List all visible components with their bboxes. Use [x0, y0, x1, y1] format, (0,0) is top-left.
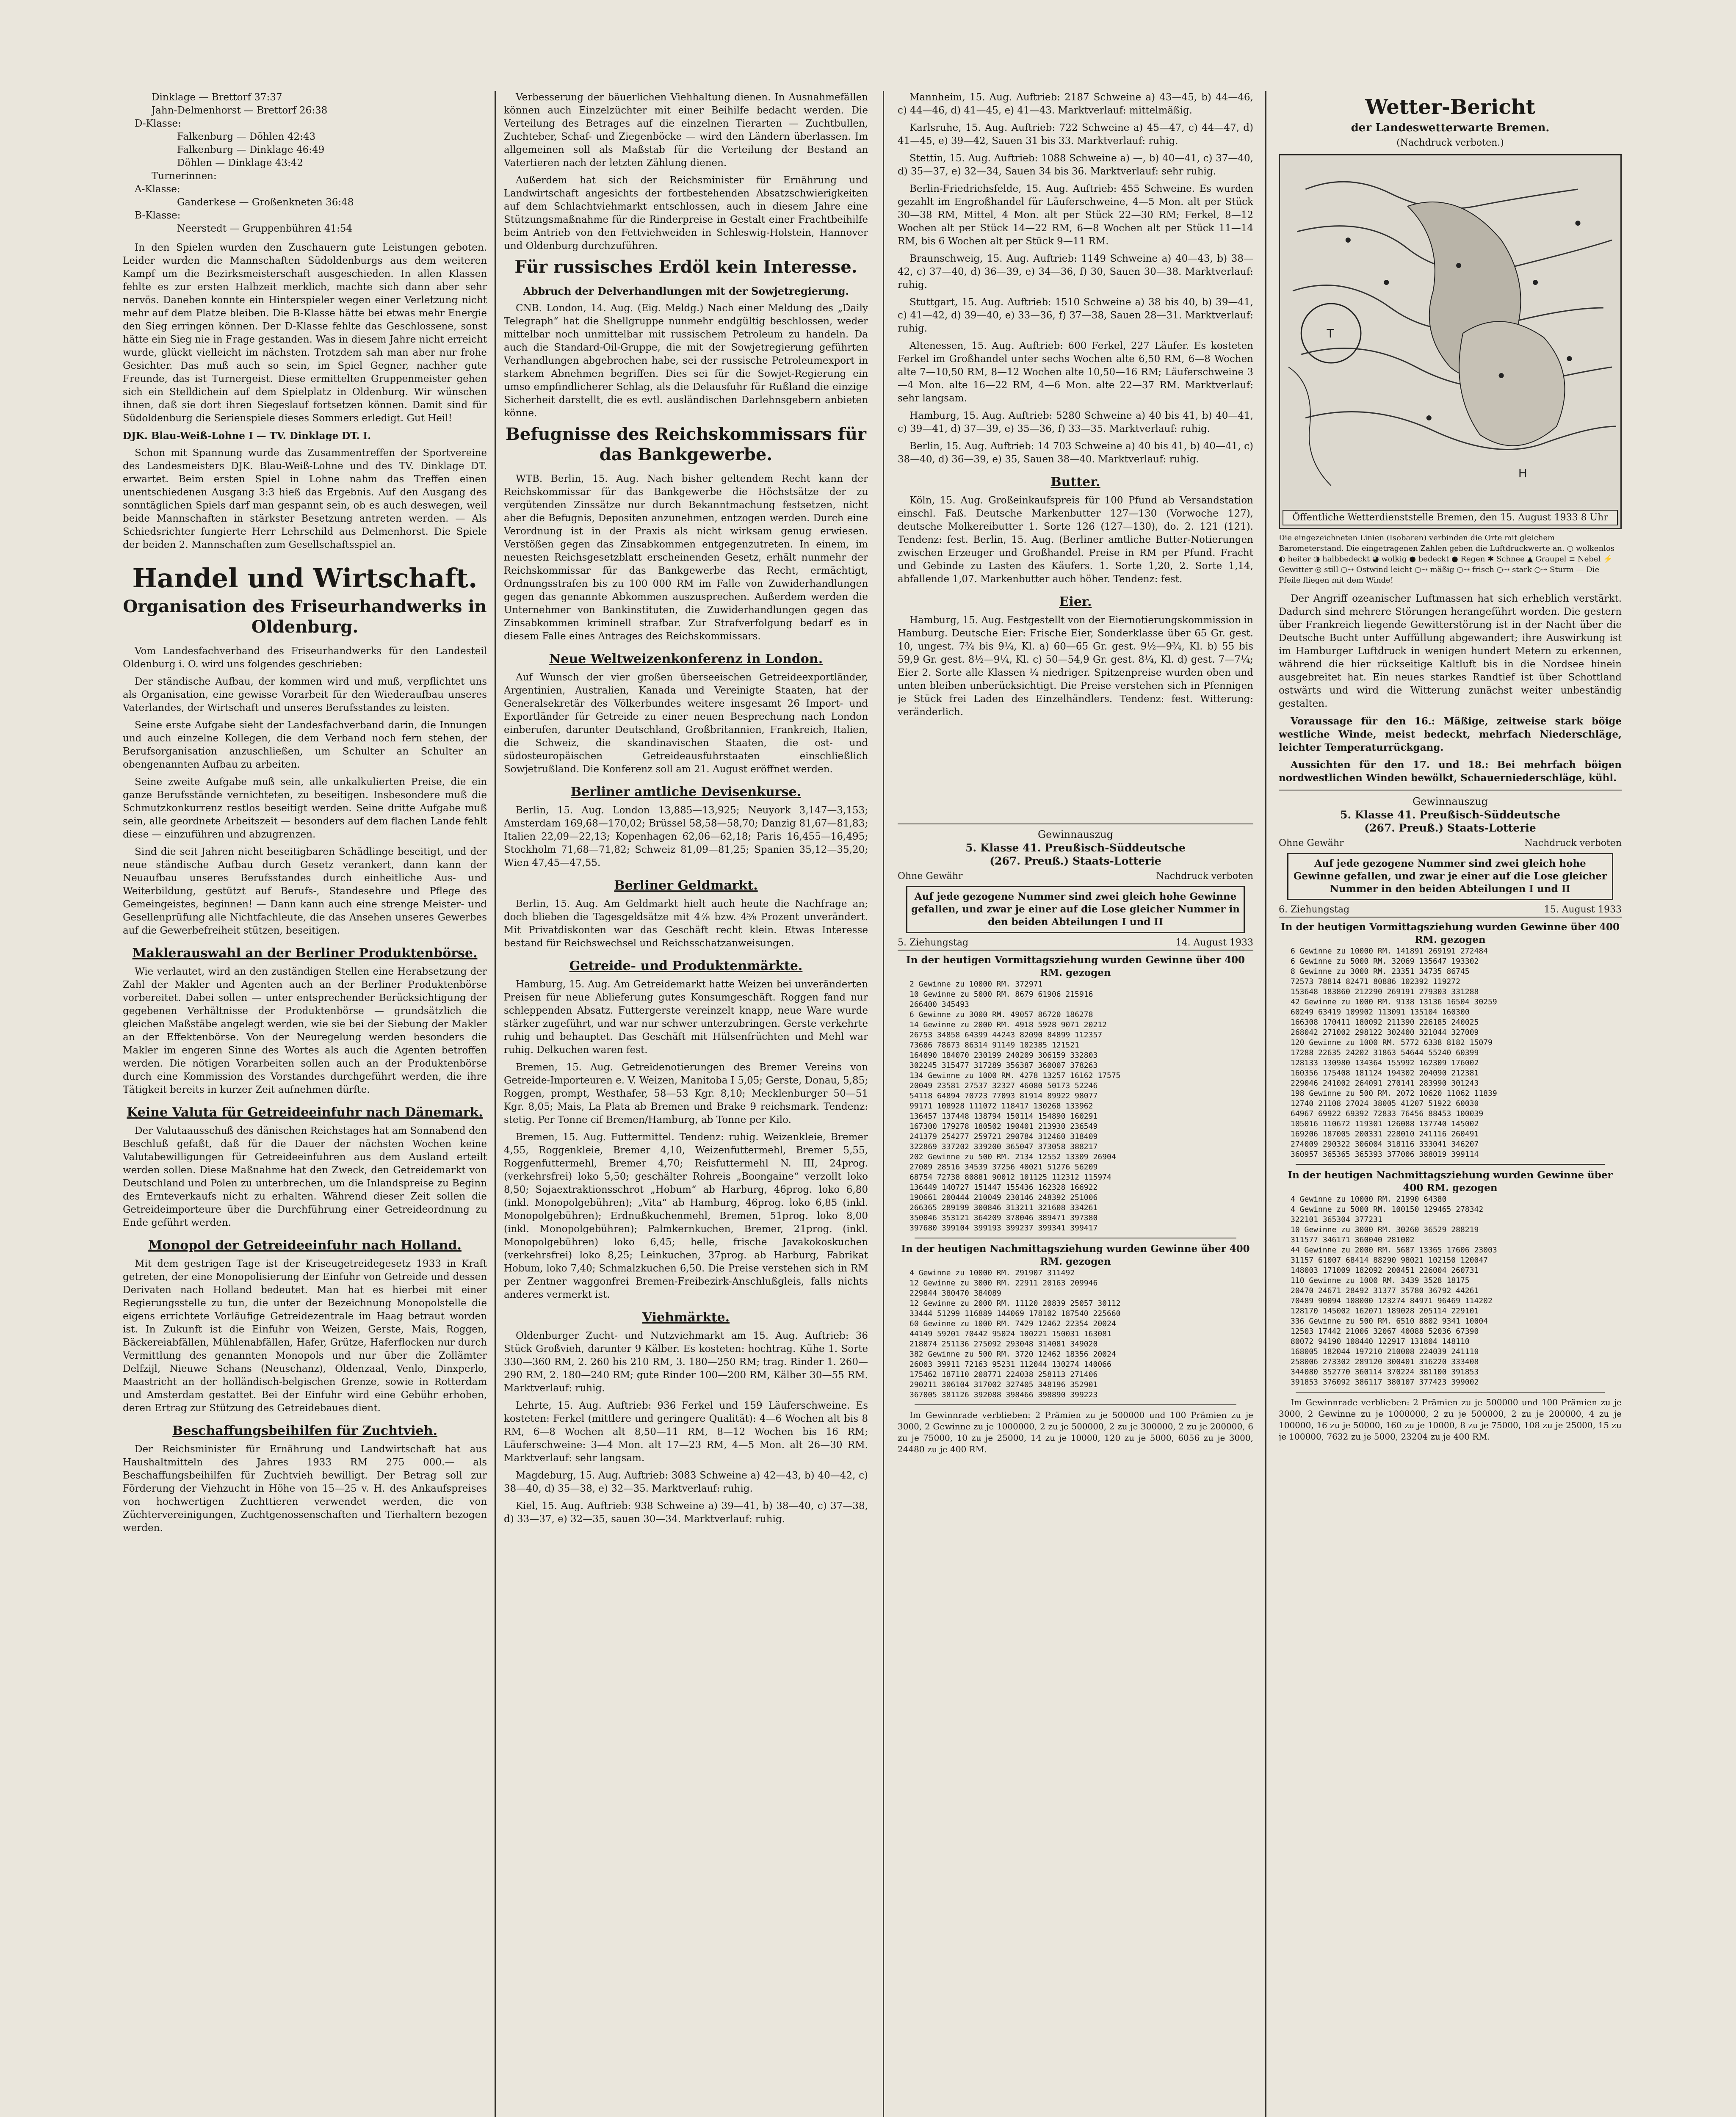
column-rule: [495, 91, 496, 2117]
article-text: Schon mit Spannung wurde das Zusammentreffen der Sportvereine des Landesmeisters DJK. Blau-Weiß-Lohne und des TV. Dinklage DT. erwartet. Beim ersten Spiel in Lohne nahm das Treffen einen unentschiedenen Ausgang 3:3 hieß das Ergebnis. Auf den Ausgang des sonntäglichen Spiels darf man gespannt sein, ob es auch deswegen, weil beide Mannschaften in stärkster Besetzung antreten werden. — Als Schiedsrichter fungierte Herr Lehrschild aus Delmenhorst. Die Spiele der beiden 2. Mannschaften zum Gesellschaftsspiel an.: [123, 448, 487, 550]
winning-number-row: 44149 59201 70442 95024 100221 150031 163081: [909, 1329, 1111, 1338]
winning-number-row: 20470 24671 28492 31377 35780 36792 44261: [1291, 1286, 1479, 1295]
article-text: Lehrte, 15. Aug. Auftrieb: 936 Ferkel und 159 Läuferschweine. Es kosteten: Ferkel (mittlere und geringere Qualität): 4—6 Wochen alt bis 8 RM, 6—8 Wochen alt 8,50—11 RM, 8—12 Wochen bis 16 RM; Läuferschweine: 3—4 Mon. alt 17—23 RM, 4—5 Mon. alt 26—30 RM. Marktverlauf: sehr langsam.: [504, 1400, 868, 1464]
draw-day-row: [898, 937, 1253, 951]
market-report: Mannheim, 15. Aug. Auftrieb: 2187 Schweine a) 43—45, b) 44—46, c) 44—46, d) 41—45, e) 41—43. Marktverlauf: mittelmäßig.: [898, 92, 1253, 116]
lottery-title: Gewinnauszug: [1037, 829, 1114, 840]
winning-number-row: 73606 78673 86314 91149 102385 121521: [909, 1041, 1079, 1050]
result-line: Ganderkese — Großenkneten 36:48: [177, 197, 354, 208]
svg-text:H: H: [1518, 466, 1527, 480]
winning-number-row: 99171 108928 111072 118417 130268 133962: [909, 1102, 1093, 1111]
winning-number-row: 160356 175408 181124 194302 204090 212381: [1291, 1069, 1479, 1078]
winning-number-row: 290211 306104 317002 327405 348196 352901: [909, 1380, 1098, 1389]
article-text: Bremen, 15. Aug. Getreidenotierungen des Bremer Vereins von Getreide-Importeuren e. V. Weizen, Manitoba I 5,05; Gerste, Donau, 5,85; Roggen, prompt, Westhafer, 58—53 Kgr. 8,10; Mecklenburger 50—51 Kgr. 8,05; Mais, La Plata ab Bremen und Brake 9 reichsmark. Tendenz: stetig. Per Tonne cif Bremen/Hamburg, ab Tonne per Kilo.: [504, 1062, 868, 1125]
draw-date: 15. August 1933: [1544, 904, 1622, 915]
winning-number-row: 168005 182044 197210 210008 224039 241110: [1291, 1347, 1479, 1356]
isobar-map-icon: [1280, 155, 1620, 528]
class-label: Turnerinnen:: [152, 171, 217, 182]
winning-number-row: 12503 17442 21006 32067 40088 52036 67390: [1291, 1327, 1479, 1336]
article-text: Der Reichsminister für Ernährung und Landwirtschaft hat aus Haushaltmitteln des Jahres 1933 RM 275 000.— als Beschaffungsbeihilfen für Zuchtvieh bewilligt. Der Betrag soll zur Förderung der Viehzucht in Höhe von 15—25 v. H. des Ankaufspreises von hochwertigen Zuchttieren verwendet werden, die von Züchtervereinigungen, Zuchtgenossenschaften und Tierhaltern bezogen werden.: [123, 1444, 487, 1534]
section-heading: Handel und Wirtschaft.: [132, 563, 478, 594]
article-text: Köln, 15. Aug. Großeinkaufspreis für 100 Pfund ab Versandstation einschl. Faß. Deutsche Markenbutter 127—130 (Vorwoche 127), deutsche Molkereibutter 1. Sorte 126 (127—130), do. 2. 121 (121). Tendenz: fest. Berlin, 15. Aug. (Berliner amtliche Butter-Notierungen zwischen Erzeuger und Großhandel. Preise in RM per Pfund. Fracht und Gebinde zu Lasten des Käufers. 1. Sorte 1,20, 2. Sorte 1,14, abfallende 1,07. Markenbutter auch höher. Tendenz: fest.: [898, 495, 1253, 585]
weather-outlook: Aussichten für den 17. und 18.: Bei mehrfach böigen nordwestlichen Winden bewölkt, Schauerniederschläge, kühl.: [1279, 759, 1622, 784]
column-rule: [883, 91, 884, 2117]
winning-number-row: 218074 251136 275092 293048 314081 349020: [909, 1340, 1098, 1349]
lottery-notice-box: Auf jede gezogene Nummer sind zwei gleich hohe Gewinne gefallen, und zwar je einer auf die Lose gleicher Nummer in den beiden Abteilungen I und II: [1287, 853, 1613, 900]
weather-map: [1279, 154, 1622, 529]
winning-number-row: 33444 51299 116889 144069 178102 187540 225660: [909, 1309, 1121, 1318]
reprint-note: (Nachdruck verboten.): [1396, 138, 1504, 148]
winning-number-row: 229046 241002 264091 270141 283990 301243: [1291, 1079, 1479, 1088]
winning-number-row: 68754 72738 80881 90012 101125 112312 115974: [909, 1173, 1111, 1182]
article-text: Seine erste Aufgabe sieht der Landesfachverband darin, die Innungen und auch einzelne Kollegen, die dem Verband noch fern stehen, der Berufsorganisation anzuschließen, um Schulter an Schulter an obengenannten Aufbau zu arbeiten.: [123, 720, 487, 770]
winning-number-row: 266365 289199 300846 313211 321608 334261: [909, 1203, 1098, 1212]
article-headline: Viehmärkte.: [642, 1310, 730, 1325]
article-headline: Organisation des Friseurhandwerks in Oldenburg.: [123, 597, 487, 637]
article-headline: Neue Weltweizenkonferenz in London.: [549, 652, 823, 666]
winning-number-row: 6 Gewinne zu 10000 RM. 141891 269191 272484: [1291, 947, 1488, 956]
article-headline: Keine Valuta für Getreideeinfuhr nach Dänemark.: [127, 1105, 483, 1120]
article-text: Mit dem gestrigen Tage ist der Kriseugetreidegesetz 1933 in Kraft getreten, der eine Monopolisierung der Einfuhr von Getreide und dessen Derivaten nach Holland bedeutet. Man hat es hierbei mit einer Regierungsstelle zu tun, die unter der Bezeichnung Monopolstelle die eigens errichtete Vorläufige Getreidezentrale im Haag betraut worden ist. In Zukunft ist die Einfuhr von Weizen, Gerste, Mais, Roggen, Bäckereiabfällen, Mühlenabfällen, Hafer, Grütze, Haferflocken nur durch Vermittlung des genannten Monopols und nur über die Zollämter Delfzijl, Nieuwe Schans (Neuschanz), Oldenzaal, Venlo, Dinxperlo, Maastricht an der holländisch-belgischen Grenze, sowie in Rotterdam und Amsterdam gestattet. Bei der Einfuhr wird eine Gebühr erhoben, deren Ertrag zur Stützung des Getreidebaues dient.: [123, 1258, 487, 1414]
winning-number-row: 110 Gewinne zu 1000 RM. 3439 3528 18175: [1291, 1276, 1470, 1285]
lottery-notes: [898, 871, 1253, 882]
lottery-results-15: [1279, 796, 1622, 1443]
article-subheading: Abbruch der Delverhandlungen mit der Sowjetregierung.: [523, 285, 849, 297]
winning-number-row: 241379 254277 259721 290784 312460 318409: [909, 1132, 1098, 1141]
winning-number-row: 60249 63419 109902 113091 135104 160300: [1291, 1008, 1470, 1017]
draw-heading: In der heutigen Nachmittagsziehung wurden Gewinne über 400 RM. gezogen: [901, 1243, 1250, 1267]
article-headline: Maklerauswahl an der Berliner Produktenbörse.: [132, 946, 478, 961]
winning-number-row: 190661 200444 210049 230146 248392 251006: [909, 1193, 1098, 1202]
class-label: B-Klasse:: [135, 210, 181, 221]
winning-number-row: 148003 171009 182092 200451 226004 260731: [1291, 1266, 1479, 1275]
winning-number-row: 17288 22635 24202 31863 54644 55240 60399: [1291, 1048, 1479, 1057]
winning-number-row: 2 Gewinne zu 10000 RM. 372971: [909, 980, 1043, 989]
winning-number-row: 302245 315477 317289 356387 360007 378263: [909, 1061, 1098, 1070]
winning-number-row: 166308 170411 180092 211390 226185 240025: [1291, 1018, 1479, 1027]
remaining-prizes: Im Gewinnrade verblieben: 2 Prämien zu je 500000 und 100 Prämien zu je 3000, 2 Gewinne zu je 1000000, 2 zu je 500000, 2 zu je 200000, 4 zu je 100000, 16 zu je 50000, 160 zu je 10000, 8 zu je 75000, 108 zu je 25000, 15 zu je 100000, 7632 zu je 5000, 23204 zu je 400 RM.: [1279, 1397, 1622, 1442]
market-report: Karlsruhe, 15. Aug. Auftrieb: 722 Schweine a) 45—47, c) 44—47, d) 41—45, e) 39—42, Sauen 31 bis 33. Marktverlauf: ruhig.: [898, 122, 1253, 146]
winning-number-row: 120 Gewinne zu 1000 RM. 5772 6338 8182 15079: [1291, 1038, 1493, 1047]
result-line: Neerstedt — Gruppenbühren 41:54: [177, 223, 352, 234]
article-headline: Für russisches Erdöl kein Interesse.: [514, 257, 857, 277]
market-report: Stuttgart, 15. Aug. Auftrieb: 1510 Schweine a) 38 bis 40, b) 39—41, c) 41—42, d) 39—40, e) 33—36, f) 37—38, Sauen 28—31. Marktverlauf: ruhig.: [898, 297, 1253, 334]
svg-text:T: T: [1327, 326, 1334, 340]
winning-number-row: 42 Gewinne zu 1000 RM. 9138 13136 16504 30259: [1291, 998, 1497, 1006]
market-report: Berlin, 15. Aug. Auftrieb: 14 703 Schweine a) 40 bis 41, b) 40—41, c) 38—40, d) 36—39, e) 35, Sauen 38—40. Marktverlauf: ruhig.: [898, 441, 1253, 465]
article-headline: Berliner Geldmarkt.: [614, 878, 758, 893]
winning-numbers: [898, 979, 1253, 1233]
no-guarantee-note: Ohne Gewähr: [898, 871, 963, 882]
article-text: Sind die seit Jahren nicht beseitigbaren Schädlinge beseitigt, und der neue ständische Aufbau durch Gesetz verankert, dann kann der Neuaufbau unseres Berufsstandes durch einheitliche Aus- und Weiterbildung, gestützt auf Berufs-, Standesehre und Pflege des Gemeingeistes, beginnen! — Dann kann auch eine strenge Meister- und Gesellenprüfung alle Nichtfachleute, die das Ansehen unseres Gewerbes auf die Gewerbefreiheit stützen, beseitigen.: [123, 846, 487, 936]
winning-number-row: 175462 187110 208771 224038 258113 271406: [909, 1370, 1098, 1379]
winning-number-row: 336 Gewinne zu 500 RM. 6510 8802 9341 10004: [1291, 1317, 1488, 1326]
winning-number-row: 80072 94190 108440 122917 131804 148110: [1291, 1337, 1470, 1346]
winning-number-row: 382 Gewinne zu 500 RM. 3720 12462 18356 20024: [909, 1350, 1116, 1359]
winning-number-row: 4 Gewinne zu 10000 RM. 291907 311492: [909, 1269, 1075, 1277]
draw-day: 6. Ziehungstag: [1279, 904, 1350, 915]
winning-number-row: 12 Gewinne zu 2000 RM. 11120 20839 25057 30112: [909, 1299, 1121, 1308]
winning-number-row: 105016 110672 119301 126088 137740 145002: [1291, 1119, 1479, 1128]
lottery-subtitle: 5. Klasse 41. Preußisch-Süddeutsche: [1340, 809, 1560, 821]
market-report: Stettin, 15. Aug. Auftrieb: 1088 Schweine a) —, b) 40—41, c) 37—40, d) 35—37, e) 32—34, Sauen 34 bis 36. Marktverlauf: sehr ruhig.: [898, 153, 1253, 177]
article-headline: Beschaffungsbeihilfen für Zuchtvieh.: [172, 1423, 438, 1438]
article-text: Hamburg, 15. Aug. Festgestellt von der Eiernotierungskommission in Hamburg. Deutsche Eier: Frische Eier, Sonderklasse über 65 Gr. gest. 10, ungest. 7¾ bis 9¼, Kl. a) 60—65 Gr. gest. 9½—9¾, Kl. b) 55 bis 59,9 Gr. gest. 8½—9¼, Kl. c) 50—54,9 Gr. gest. 8¼, Kl. d) gest. 7—7¼; Eier 2. Sorte alle Klassen ¼ niedriger. Spitzenpreise wurden oben und unten bleiben unberücksichtigt. Die Preise verstehen sich in Pfennigen je Stück frei Laden des Einzelhändlers. Tendenz: fest. Witterung: veränderlich.: [898, 615, 1253, 718]
article-text: Magdeburg, 15. Aug. Auftrieb: 3083 Schweine a) 42—43, b) 40—42, c) 38—40, d) 35—38, e) 32—35. Marktverlauf: ruhig.: [504, 1470, 868, 1494]
lottery-results-14: [898, 829, 1253, 1455]
result-line: Falkenburg — Dinklage 46:49: [177, 144, 325, 155]
article-text: Oldenburger Zucht- und Nutzviehmarkt am 15. Aug. Auftrieb: 36 Stück Großvieh, darunter 9 Kälber. Es kosteten: hochtrag. Kühe 1. Sorte 330—360 RM, 2. 260 bis 210 RM, 3. 180—250 RM; trag. Rinder 1. 260—290 RM, 2. 180—240 RM; gute Rinder 100—200 RM, Kälber 30—55 RM. Marktverlauf: ruhig.: [504, 1330, 868, 1394]
winning-number-row: 153648 183860 212290 269191 279303 331288: [1291, 987, 1479, 996]
market-reports: [898, 91, 1253, 819]
winning-number-row: 169206 187005 200331 228010 241116 260491: [1291, 1130, 1479, 1139]
winning-number-row: 136449 140727 151447 155436 162328 166922: [909, 1183, 1098, 1192]
article-text: Wie verlautet, wird an den zuständigen Stellen eine Herabsetzung der Zahl der Makler und Agenten auch an der Berliner Produktenbörse vorbereitet. Dabei sollen — unter entsprechender Berücksichtigung der gegebenen Verhältnisse der Produktenbörse — grundsätzlich die gleichen Maßstäbe angelegt werden, wie sie bei der Siebung der Makler an der Effektenbörse. Von der Neuregelung werden besonders die Makler im engeren Sinne des Wortes als auch die Agenten betroffen werden. Die nötigen Vorarbeiten sollen auch an der Produktenbörse durch eine Kommission des Vorstandes durchgeführt werden, die ihre Tätigkeit bereits in kurzer Zeit aufnehmen dürfte.: [123, 966, 487, 1095]
article-headline: Eier.: [1059, 594, 1092, 609]
winning-number-row: 202 Gewinne zu 500 RM. 2134 12552 13309 26904: [909, 1152, 1116, 1161]
lottery-notice-box: Auf jede gezogene Nummer sind zwei gleich hohe Gewinne gefallen, und zwar je einer auf die Lose gleicher Nummer in den beiden Abteilungen I und II: [906, 886, 1245, 933]
class-label: D-Klasse:: [135, 118, 181, 129]
winning-number-row: 4 Gewinne zu 10000 RM. 21990 64380: [1291, 1195, 1447, 1204]
draw-heading: In der heutigen Vormittagsziehung wurden Gewinne über 400 RM. gezogen: [906, 954, 1245, 978]
winning-numbers: [898, 1268, 1253, 1400]
divider: [915, 1404, 1236, 1405]
draw-heading: In der heutigen Nachmittagsziehung wurden Gewinne über 400 RM. gezogen: [1288, 1169, 1613, 1194]
winning-number-row: 54118 64894 70723 77093 81914 89922 98077: [909, 1092, 1098, 1100]
article-headline: Butter.: [1050, 475, 1100, 489]
winning-number-row: 10 Gewinne zu 3000 RM. 30260 36529 288219: [1291, 1225, 1479, 1234]
article-headline: Monopol der Getreideeinfuhr nach Holland.: [148, 1238, 462, 1253]
lottery-subtitle: (267. Preuß.) Staats-Lotterie: [1364, 822, 1536, 834]
winning-number-row: 322869 337202 339200 365047 373058 388217: [909, 1142, 1098, 1151]
winning-number-row: 44 Gewinne zu 2000 RM. 5687 13365 17606 23003: [1291, 1246, 1497, 1255]
column-3: [898, 91, 1253, 2117]
article-text: Der ständische Aufbau, der kommen wird und muß, verpflichtet uns als Organisation, eine gewisse Vorarbeit für den Wiederaufbau unseres Vaterlandes, der Wirtschaft und unseres Berufsstandes zu leisten.: [123, 676, 487, 713]
winning-number-row: 274009 290322 306004 318116 333041 346207: [1291, 1140, 1479, 1149]
winning-number-row: 14 Gewinne zu 2000 RM. 4918 5928 9071 20212: [909, 1020, 1107, 1029]
article-text: Kiel, 15. Aug. Auftrieb: 938 Schweine a) 39—41, b) 38—40, c) 37—38, d) 33—37, e) 32—35, sauen 30—34. Marktverlauf: ruhig.: [504, 1501, 868, 1525]
article-text: Seine zweite Aufgabe muß sein, alle unkalkulierten Preise, die ein ganze Berufsstände vernichteten, zu beseitigen. Insbesondere muß die Schmutzkonkurrenz restlos beseitigt werden. Seine dritte Aufgabe muß sein, alle geordnete Arbeitszeit — besonders auf dem flachen Lande fehlt diese — einzuführen und abzugrenzen.: [123, 777, 487, 840]
map-legend: Die eingezeichneten Linien (Isobaren) verbinden die Orte mit gleichem Barometerstand. Die eingetragenen Zahlen geben die Luftdruckwerte an. ○ wolkenlos ◐ heiter ◑ halbbedeckt ◕ wolkig ● bedeckt ● Regen ✱ Schnee ▲ Graupel ≡ Nebel ⚡ Gewitter ◎ still ○⇢ Ostwind leicht ○⇢ mäßig ○⇢ frisch ○⇢ stark ○⇢ Sturm — Die Pfeile fliegen mit dem Winde!: [1279, 533, 1614, 585]
winning-number-row: 31157 61007 68414 88290 98021 102150 120047: [1291, 1256, 1488, 1265]
remaining-prizes: Im Gewinnrade verblieben: 2 Prämien zu je 500000 und 100 Prämien zu je 3000, 2 Gewinne zu je 1000000, 2 zu je 500000, 2 zu je 300000, 2 zu je 200000, 6 zu je 75000, 10 zu je 25000, 14 zu je 10000, 120 zu je 5000, 6056 zu je 3000, 24480 zu je 400 RM.: [898, 1410, 1253, 1454]
divider: [1296, 1164, 1605, 1165]
winning-numbers: [1279, 1194, 1622, 1387]
draw-day-row: [1279, 904, 1622, 918]
column-1: [123, 91, 487, 2117]
article-text: Vom Landesfachverband des Friseurhandwerks für den Landesteil Oldenburg i. O. wird uns folgendes geschrieben:: [123, 646, 487, 670]
article-text: Auf Wunsch der vier großen überseeischen Getreideexportländer, Argentinien, Australien, Kanada und Vereinigte Staaten, hat der Generalsekretär des Völkerbundes weitere insgesamt 26 Import- und Exportländer für Getreide zu einer neuen Besprechung nach London einberufen, darunter Deutschland, Großbritannien, Frankreich, Italien, die Schweiz, die skandinavischen Staaten, die ost- und südosteuropäischen Getreideausfuhrstaaten einschließlich Sowjetrußland. Die Konferenz soll am 21. August eröffnet werden.: [504, 672, 868, 775]
article-subheading: DJK. Blau-Weiß-Lohne I — TV. Dinklage DT. I.: [123, 430, 371, 442]
sport-results: [123, 91, 487, 235]
winning-number-row: 8 Gewinne zu 3000 RM. 23351 34735 86745: [1291, 967, 1470, 976]
weather-title: Wetter-Bericht: [1365, 95, 1535, 119]
winning-number-row: 350046 353121 364209 378046 389471 397380: [909, 1213, 1098, 1222]
article-text: WTB. Berlin, 15. Aug. Nach bisher geltendem Recht kann der Reichskommissar für das Bankgewerbe die Höchstsätze der zu vergütenden Zinssätze nur durch Bekanntmachung festsetzen, nicht aber die Befugnis, Depositen anzunehmen, entzogen werden. Durch eine Verordnung ist in der Praxis als nicht wirksam genug erwiesen. Verstößen gegen das Zinsabkommen entgegenzutreten. In einem, im neuesten Reichsgesetzblatt erscheinenden Gesetz, erhält nunmehr der Reichskommissar für das Bankgewerbe das Recht, ermächtigt, Ordnungsstrafen bis zu 100 000 RM im Falle von Zuwiderhandlungen gegen das genannte Abkommen auszusprechen. Außerdem werden die Unternehmer von Bankinstituten, die Zuwiderhandlungen gegen das Zinsabkommen kriminell strafbar. Zur Strafverfolgung bedarf es in diesem Falle eines Antrages des Reichskommissars.: [504, 473, 868, 642]
winning-number-row: 6 Gewinne zu 3000 RM. 49057 86720 186278: [909, 1010, 1093, 1019]
article-text: Bremen, 15. Aug. Futtermittel. Tendenz: ruhig. Weizenkleie, Bremer 4,55, Roggenkleie, Bremer 4,10, Weizenfuttermehl, Bremer 5,55, Roggenfuttermehl, Bremer 4,70; Reisfuttermehl N. III, 24prog. (verkehrsfrei) loko 5,50; geschälter Rohreis „Boongaine“ verzollt loko 8,50; Sojaextraktionsschrot „Hobum“ ab Harburg, 46prog. loko 6,80 (inkl. Monopolgebühren); „Vita“ ab Hamburg, 46prog. loko 6,85 (inkl. Monopolgebühren); Erdnußkuchenmehl, Bremen, 51prog. loko 8,00 (inkl. Monopolgebühren); Palmkernkuchen, Bremer, 21prog. (inkl. Monopolgebühren) loko 6,45; helle, frische Javakokoskuchen (verkehrsfrei) loko 8,25; Leinkuchen, 37prog. ab Harburg, Fabrikat Hobum, loko 7,40; Schmalzkuchen 6,50. Die Preise verstehen sich in RM per Zentner waggonfrei Bremen-Freibezirk-Anschlußgleis, falls nichts anderes vermerkt ist.: [504, 1132, 868, 1300]
draw-heading: In der heutigen Vormittagsziehung wurden Gewinne über 400 RM. gezogen: [1281, 921, 1620, 945]
winning-number-row: 164090 184070 230199 240209 306159 332803: [909, 1051, 1098, 1060]
winning-number-row: 64967 69922 69392 72833 76456 88453 100039: [1291, 1109, 1484, 1118]
winning-number-row: 12 Gewinne zu 3000 RM. 22911 20163 209946: [909, 1279, 1098, 1288]
winning-number-row: 128133 130980 134364 155992 162309 176002: [1291, 1058, 1479, 1067]
winning-number-row: 397680 399104 399193 399237 399341 399417: [909, 1224, 1098, 1233]
article-text: Außerdem hat sich der Reichsminister für Ernährung und Landwirtschaft angesichts der fortbestehenden Absatzschwierigkeiten auf dem Schlachtviehmarkt entschlossen, auch in diesem Jahre eine Stützungsmaßnahme für die Rinderpreise in Gestalt einer Frachtbeihilfe beim Antrieb von den Fettviehweiden in Schleswig-Holstein, Hannover und Oldenburg durchzuführen.: [504, 175, 868, 251]
article-text: Der Valutaausschuß des dänischen Reichstages hat am Sonnabend den Beschluß gefaßt, daß für die Dauer der nächsten Wochen keine Valutabewilligungen für Getreideeinfuhren aus dem Ausland erteilt werden sollen. Diese Maßnahme hat den Zweck, den Getreidemarkt von Deutschland und Polen zu unterbrechen, um die Inlandspreise zu Beginn des Ernteverkaufs nicht zu erhalten. Während dieser Zeit sollen die Getreideimporteure über die Durchführung einer Getreideordnung zu Ende geführt werden.: [123, 1125, 487, 1228]
winning-number-row: 311577 346171 360040 281002: [1291, 1235, 1415, 1244]
draw-date: 14. August 1933: [1175, 937, 1253, 948]
winning-number-row: 128170 145002 162071 189028 205114 229101: [1291, 1307, 1479, 1316]
winning-number-row: 4 Gewinne zu 5000 RM. 100150 129465 278342: [1291, 1205, 1484, 1214]
winning-number-row: 266400 345493: [909, 1000, 969, 1009]
lottery-title: Gewinnauszug: [1412, 796, 1488, 807]
winning-number-row: 6 Gewinne zu 5000 RM. 32069 135647 193302: [1291, 957, 1479, 966]
class-label: A-Klasse:: [135, 184, 180, 195]
article-text: In den Spielen wurden den Zuschauern gute Leistungen geboten. Leider wurden die Mannschaften Südoldenburgs aus dem weiteren Kampf um die Bezirksmeisterschaft ausgeschieden. In allen Klassen fehlte es zur ersten Halbzeit merklich, machte sich dann aber sehr nervös. Daneben konnte ein Hinterspieler wegen einer Verletzung nicht mehr auf dem Platze bleiben. Die B-Klasse hätte bei etwas mehr Energie den Sieg erringen können. Der D-Klasse fehlte das Geschlossene, sonst hätte ein Sieg nie in Frage gestanden. Was in diesem Jahre nicht erreicht wurde, glückt vielleicht im nächsten. Trotzdem sah man aber nur frohe Gesichter. Das muß auch so sein, im Spiel Gegner, nachher gute Freunde, das ist Turnergeist. Diese ermittelten Gruppenmeister gehen sich ein Stelldichein auf dem Spielplatz in Oldenburg. Wir wünschen ihnen, daß sie dort ihren Siegeslauf fortsetzen können. Damit sind für Südoldenburg die Serienspiele dieses Sommers erledigt. Gut Heil!: [123, 242, 487, 424]
winning-number-row: 10 Gewinne zu 5000 RM. 8679 61906 215916: [909, 990, 1093, 999]
article-headline: Getreide- und Produktenmärkte.: [569, 959, 803, 973]
reprint-note: Nachdruck verboten: [1524, 838, 1622, 848]
reprint-note: Nachdruck verboten: [1156, 871, 1253, 882]
lottery-subtitle: 5. Klasse 41. Preußisch-Süddeutsche: [965, 842, 1186, 854]
result-line: Dinklage — Brettorf 37:37: [152, 92, 282, 103]
result-line: Jahn-Delmenhorst — Brettorf 26:38: [152, 105, 328, 116]
winning-number-row: 26003 39911 72163 95231 112044 130274 140066: [909, 1360, 1111, 1369]
winning-number-row: 70489 90094 108000 123274 84971 96469 114202: [1291, 1296, 1493, 1305]
article-text: Hamburg, 15. Aug. Am Getreidemarkt hatte Weizen bei unveränderten Preisen für neue Ablieferung gutes Konsumgeschäft. Roggen fand nur schleppenden Absatz. Futtergerste vereinzelt knapp, neue Ware wurde stärker zugeführt, und war nur schwer unterzubringen. Gerste verkehrte ruhig und behauptet. Das Geschäft mit Hülsenfrüchten und Mehl war ruhig. Delkuchen waren fest.: [504, 979, 868, 1056]
result-line: Falkenburg — Döhlen 42:43: [177, 131, 316, 142]
column-2: [504, 91, 868, 2117]
winning-number-row: 198 Gewinne zu 500 RM. 2072 10620 11062 11839: [1291, 1089, 1497, 1098]
market-report: Braunschweig, 15. Aug. Auftrieb: 1149 Schweine a) 40—43, b) 38—42, c) 37—40, d) 36—39, e) 34—36, f) 30, Sauen 30—38. Marktverlauf: ruhig.: [898, 253, 1253, 290]
winning-number-row: 72573 78814 82471 80886 102392 119272: [1291, 977, 1460, 986]
article-text: Verbesserung der bäuerlichen Viehhaltung dienen. In Ausnahmefällen können auch Einzelzüchter mit einer Beihilfe bedacht werden. Die Verteilung des Betrages auf die einzelnen Tierarten — Zuchtbullen, Zuchteber, Schaf- und Ziegenböcke — wird den Ländern überlassen. Im allgemeinen soll als Maßstab für die Verteilung der Bestand an Vatertieren nach der letzten Zählung dienen.: [504, 92, 868, 169]
winning-number-row: 60 Gewinne zu 1000 RM. 7429 12462 22354 20024: [909, 1319, 1116, 1328]
lottery-subtitle: (267. Preuß.) Staats-Lotterie: [990, 855, 1161, 867]
article-headline: Berliner amtliche Devisenkurse.: [570, 785, 802, 799]
draw-day: 5. Ziehungstag: [898, 937, 969, 948]
winning-number-row: 344080 352770 360114 370224 381100 391853: [1291, 1368, 1479, 1376]
weather-forecast: Voraussage für den 16.: Mäßige, zeitweise stark böige westliche Winde, meist bedeckt, mehrfach Niederschläge, leichter Temperaturrückgang.: [1279, 716, 1622, 753]
winning-number-row: 367005 381126 392088 398466 398890 399223: [909, 1390, 1098, 1399]
result-line: Döhlen — Dinklage 43:42: [177, 158, 304, 169]
winning-number-row: 391853 376092 386117 380107 377423 399002: [1291, 1378, 1479, 1387]
winning-numbers: [1279, 946, 1622, 1160]
winning-number-row: 229844 380470 384089: [909, 1289, 1001, 1298]
winning-number-row: 167300 179278 180502 190401 213930 236549: [909, 1122, 1098, 1131]
divider: [1296, 1392, 1605, 1393]
column-4: [1279, 91, 1622, 2117]
no-guarantee-note: Ohne Gewähr: [1279, 838, 1344, 848]
winning-number-row: 258006 273302 289120 300401 316220 333408: [1291, 1357, 1479, 1366]
article-text: CNB. London, 14. Aug. (Eig. Meldg.) Nach einer Meldung des „Daily Telegraph“ hat die Shellgruppe nunmehr endgültig beschlossen, weder mittelbar noch unmittelbar mit russischem Petroleum zu handeln. Da auch die Standard-Oil-Gruppe, die mit der Sowjetregierung geführten Verhandlungen abgebrochen habe, sei der russische Petroleumexport in starkem Abnehmen begriffen. Dies sei für die Sowjet-Regierung ein umso empfindlicherer Schlag, als die Delausfuhr für Rußland die einzige Sicherheit darstellt, die es evtl. ausländischen Darlehnsgebern anbieten könne.: [504, 303, 868, 419]
market-report: Altenessen, 15. Aug. Auftrieb: 600 Ferkel, 227 Läufer. Es kosteten Ferkel im Großhandel unter sechs Wochen alte 6,50 RM, 6—8 Wochen alte 7—10,50 RM, 8—12 Wochen alte 10,50—16 RM; Läuferschweine 3—4 Mon. alte 16—22 RM, 4—6 Mon. alte 22—37 RM. Marktverlauf: sehr langsam.: [898, 340, 1253, 404]
winning-number-row: 360957 365365 365393 377006 388019 399114: [1291, 1150, 1479, 1159]
winning-number-row: 26753 34858 64399 44243 82090 84899 112357: [909, 1031, 1103, 1039]
winning-number-row: 322101 365304 377231: [1291, 1215, 1382, 1224]
winning-number-row: 27009 28516 34539 37256 40021 51276 56209: [909, 1163, 1098, 1172]
winning-number-row: 134 Gewinne zu 1000 RM. 4278 13257 16162 17575: [909, 1071, 1121, 1080]
weather-text: Der Angriff ozeanischer Luftmassen hat sich erheblich verstärkt. Dadurch sind mehrere Störungen herangeführt worden. Die gestern über Frankreich liegende Gewitterstörung ist in der Nacht über die Deutsche Bucht unter Auffüllung abgewandert; ihre Auswirkung ist im Hamburger Luftdruck in wenigen hundert Metern zu erkennen, während die hier rückseitige Kaltluft bis in die Nordsee hinein ausgebreitet hat. Ein neues starkes Randtief ist über Schottland ostwärts und wird die Witterung zunächst weiter unbeständig gestalten.: [1279, 593, 1622, 709]
winning-number-row: 268042 271002 298122 302400 321044 327009: [1291, 1028, 1479, 1037]
article-text: Berlin, 15. Aug. Am Geldmarkt hielt auch heute die Nachfrage an; doch blieben die Tagesgeldsätze mit 4⅞ bzw. 4⅝ Prozent unverändert. Mit Privatdiskonten war das Geschäft recht klein. Etwas Interesse bestand für Reichswechsel und Reichsschatzanweisungen.: [504, 898, 868, 949]
winning-number-row: 20049 23581 27537 32327 46080 50173 52246: [909, 1081, 1098, 1090]
winning-number-row: 136457 137448 138794 150114 154890 160291: [909, 1112, 1098, 1121]
market-report: Hamburg, 15. Aug. Auftrieb: 5280 Schweine a) 40 bis 41, b) 40—41, c) 39—41, d) 37—39, e) 35—36, f) 33—35. Marktverlauf: ruhig.: [898, 410, 1253, 434]
column-rule: [1265, 91, 1266, 2117]
lottery-notes: [1279, 838, 1622, 848]
article-headline: Befugnisse des Reichskommissars für das Bankgewerbe.: [506, 424, 866, 464]
winning-number-row: 12740 21108 27024 38005 41207 51922 60030: [1291, 1099, 1479, 1108]
article-text: Berlin, 15. Aug. London 13,885—13,925; Neuyork 3,147—3,153; Amsterdam 169,68—170,02; Brüssel 58,58—58,70; Danzig 81,67—81,83; Italien 22,09—22,13; Kopenhagen 62,06—62,18; Paris 16,455—16,495; Stockholm 71,68—71,82; Schweiz 81,09—81,25; Spanien 35,12—35,20; Wien 47,45—47,55.: [504, 805, 868, 868]
map-caption: Öffentliche Wetterdienststelle Bremen, den 15. August 1933 8 Uhr: [1283, 510, 1618, 525]
weather-subtitle: der Landeswetterwarte Bremen.: [1351, 122, 1550, 134]
market-report: Berlin-Friedrichsfelde, 15. Aug. Auftrieb: 455 Schweine. Es wurden gezahlt im Engroßhandel für Läuferschweine, 4—5 Mon. alt per Stück 30—38 RM, Mittel, 4 Mon. alt per Stück 22—30 RM; Ferkel, 8—12 Wochen alt per Stück 14—22 RM, 6—8 Wochen alt per Stück 11—14 RM, bis 6 Wochen alt per Stück 9—11 RM.: [898, 183, 1253, 247]
